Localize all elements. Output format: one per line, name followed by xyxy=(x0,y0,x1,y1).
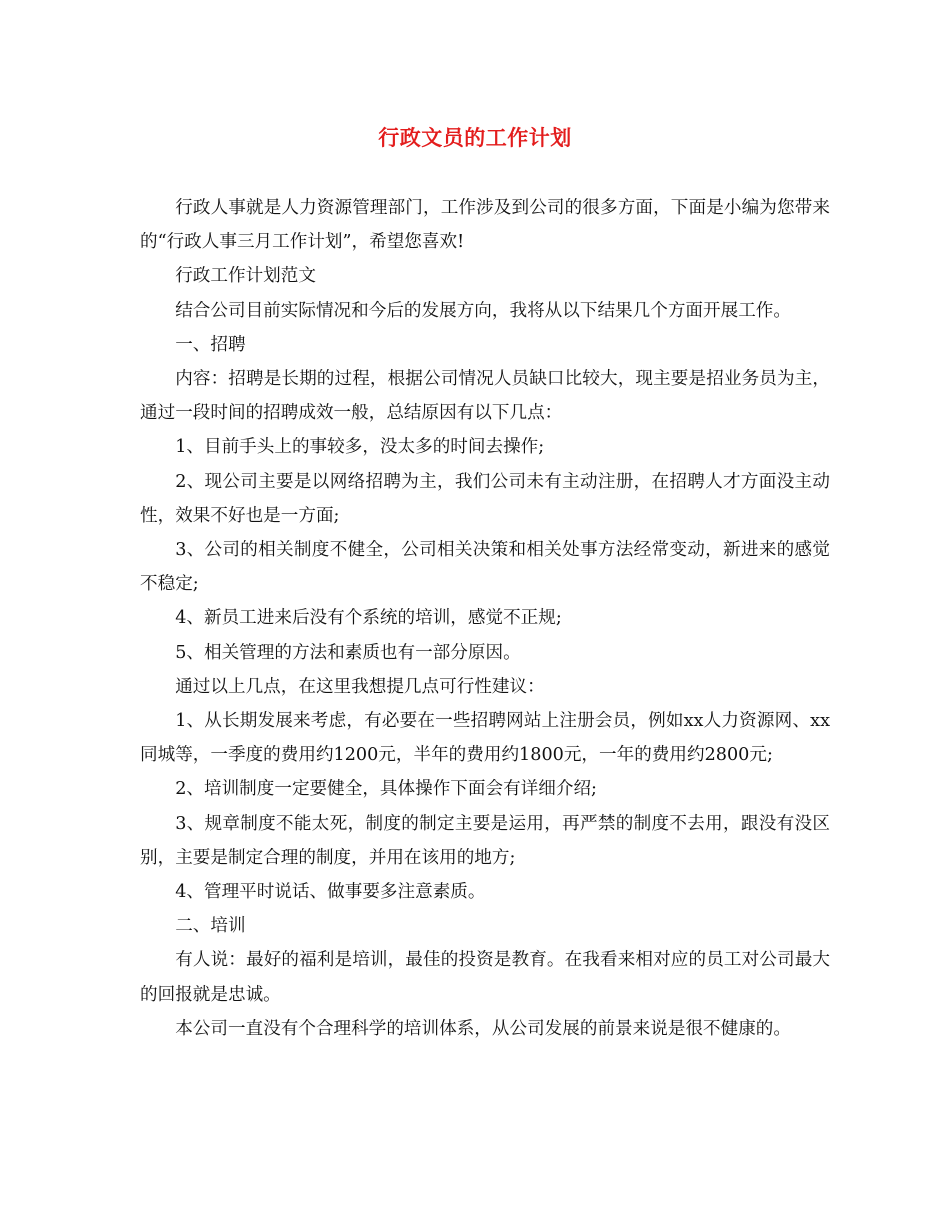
recruitment-content-paragraph: 内容：招聘是长期的过程，根据公司情况人员缺口比较大，现主要是招业务员为主，通过一段时间的招聘成效一般，总结原因有以下几点： xyxy=(140,369,830,424)
document-title: 行政文员的工作计划 xyxy=(378,125,572,150)
recruitment-issue-4: 4、新员工进来后没有个系统的培训，感觉不正规; xyxy=(175,608,562,629)
suggestion-2: 2、培训制度一定要健全，具体操作下面会有详细介绍; xyxy=(175,779,597,800)
recruitment-issue-3: 3、公司的相关制度不健全，公司相关决策和相关处事方法经常变动，新进来的感觉不稳定; xyxy=(140,540,830,595)
suggestion-4: 4、管理平时说话、做事要多注意素质。 xyxy=(175,882,486,903)
suggestion-1: 1、从长期发展来考虑，有必要在一些招聘网站上注册会员，例如xx人力资源网、xx同城等，一季度的费用约1200元，半年的费用约1800元，一年的费用约2800元; xyxy=(140,711,830,766)
recruitment-issue-2: 2、现公司主要是以网络招聘为主，我们公司未有主动注册，在招聘人才方面没主动性，效果不好也是一方面; xyxy=(140,471,830,526)
overview-paragraph: 结合公司目前实际情况和今后的发展方向，我将从以下结果几个方面开展工作。 xyxy=(175,300,791,321)
suggestion-3: 3、规章制度不能太死，制度的制定主要是运用，再严禁的制度不去用，跟没有没区别，主要是制定合理的制度，并用在该用的地方; xyxy=(140,813,830,868)
document-body xyxy=(140,191,830,1046)
training-paragraph-1: 有人说：最好的福利是培训，最佳的投资是教育。在我看来相对应的员工对公司最大的回报就是忠诚。 xyxy=(140,950,830,1005)
suggestions-intro: 通过以上几点，在这里我想提几点可行性建议： xyxy=(175,676,545,697)
section-heading-recruitment: 一、招聘 xyxy=(175,334,246,355)
intro-paragraph: 行政人事就是人力资源管理部门，工作涉及到公司的很多方面，下面是小编为您带来的“行政人事三月工作计划”，希望您喜欢! xyxy=(140,198,830,253)
recruitment-issue-1: 1、目前手头上的事较多，没太多的时间去操作; xyxy=(175,437,545,458)
training-paragraph-2: 本公司一直没有个合理科学的培训体系，从公司发展的前景来说是很不健康的。 xyxy=(175,1018,791,1039)
section-heading-training: 二、培训 xyxy=(175,916,246,937)
recruitment-issue-5: 5、相关管理的方法和素质也有一部分原因。 xyxy=(175,642,521,663)
section-heading-plan-sample: 行政工作计划范文 xyxy=(175,266,316,287)
